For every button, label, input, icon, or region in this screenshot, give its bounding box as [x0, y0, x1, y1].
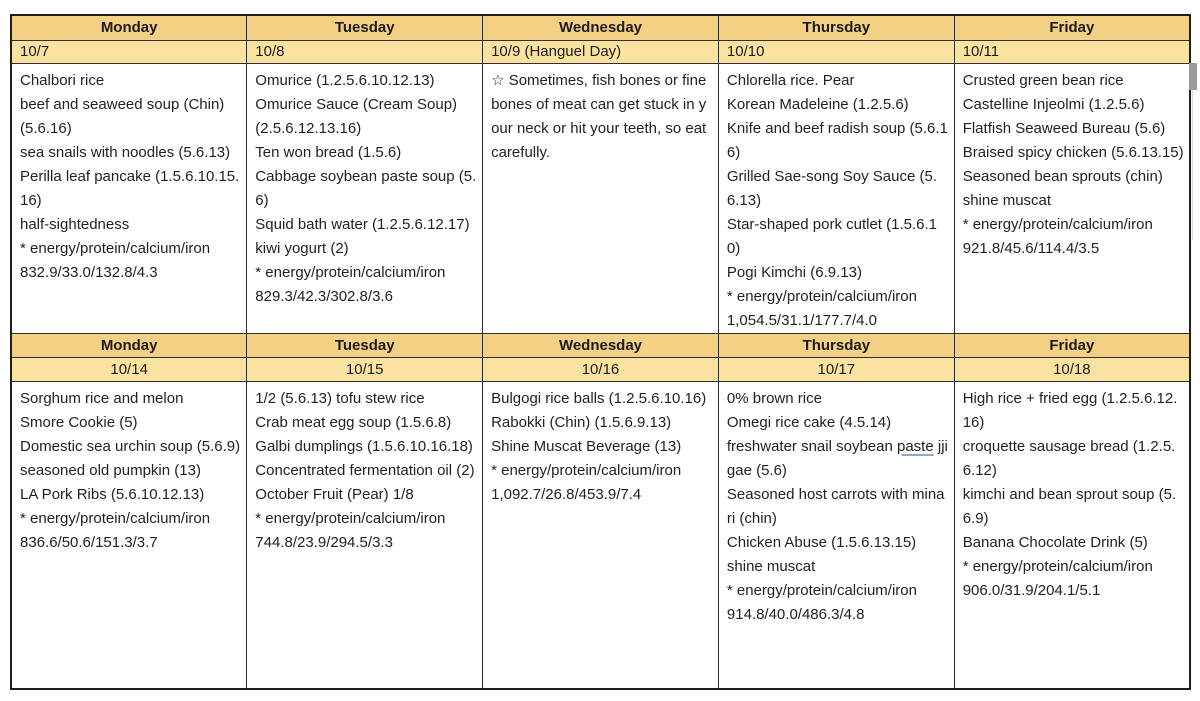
menu-item: Grilled Sae-song Soy Sauce (5.6.13): [726, 167, 938, 209]
menu-item: Perilla leaf pancake (1.5.6.10.15.16): [20, 167, 240, 209]
menu-item: High rice + fried egg (1.2.5.6.12.16): [962, 389, 1178, 431]
menu-item: Ten won bread (1.5.6): [255, 143, 402, 161]
menu-cell-10-15: [247, 381, 483, 689]
menu-cell-10-9: [483, 63, 719, 333]
day-header-w1-friday: Friday: [954, 15, 1190, 40]
underlined-word: paste: [896, 437, 934, 455]
menu-item: seasoned old pumpkin (13): [20, 461, 201, 479]
menu-cell-10-7: [11, 63, 247, 333]
day-header-w2-tuesday: Tuesday: [247, 333, 483, 357]
menu-item: Knife and beef radish soup (5.6.16): [726, 119, 948, 161]
date-cell-10-7: 10/7: [11, 40, 247, 63]
menu-item: * energy/protein/calcium/iron: [962, 215, 1153, 233]
menu-item: 832.9/33.0/132.8/4.3: [20, 263, 158, 281]
menu-item: 1,092.7/26.8/453.9/7.4: [491, 485, 642, 503]
menu-item: Smore Cookie (5): [20, 413, 138, 431]
menu-item: Squid bath water (1.2.5.6.12.17): [255, 215, 470, 233]
menu-item: Sorghum rice and melon: [20, 389, 184, 407]
menu-item: Domestic sea urchin soup (5.6.9): [20, 437, 241, 455]
menu-item: Pogi Kimchi (6.9.13): [726, 263, 862, 281]
vertical-scrollbar-thumb[interactable]: [1189, 63, 1197, 90]
date-cell-10-11: 10/11: [954, 40, 1190, 63]
menu-cell-10-18: [954, 381, 1190, 689]
menu-item: Chlorella rice. Pear: [726, 71, 855, 89]
menu-item: * energy/protein/calcium/iron: [962, 557, 1153, 575]
menu-item: Braised spicy chicken (5.6.13.15): [962, 143, 1184, 161]
menu-item: Omegi rice cake (4.5.14): [726, 413, 892, 431]
menu-item: LA Pork Ribs (5.6.10.12.13): [20, 485, 205, 503]
menu-item: Omurice (1.2.5.6.10.12.13): [255, 71, 435, 89]
day-header-w2-monday: Monday: [11, 333, 247, 357]
menu-item: * energy/protein/calcium/iron: [255, 509, 446, 527]
menu-cell-10-8: [247, 63, 483, 333]
date-cell-10-10: 10/10: [718, 40, 954, 63]
day-header-w1-tuesday: Tuesday: [247, 15, 483, 40]
menu-item: Shine Muscat Beverage (13): [491, 437, 682, 455]
menu-item: Rabokki (Chin) (1.5.6.9.13): [491, 413, 672, 431]
menu-item: kimchi and bean sprout soup (5.6.9): [962, 485, 1177, 527]
menu-item: 921.8/45.6/114.4/3.5: [962, 239, 1100, 257]
menu-item: 914.8/40.0/486.3/4.8: [726, 605, 865, 623]
menu-item: Galbi dumplings (1.5.6.10.16.18): [255, 437, 473, 455]
menu-item: ☆ Sometimes, fish bones or fine bones of meat can get stuck in your neck or hit your teeth, so eat carefully.: [491, 71, 707, 161]
menu-item: Crusted green bean rice: [962, 71, 1124, 89]
date-cell-10-18: 10/18: [954, 357, 1190, 381]
menu-item: * energy/protein/calcium/iron: [491, 461, 682, 479]
day-header-w1-monday: Monday: [11, 15, 247, 40]
menu-item: half-sightedness: [20, 215, 130, 233]
menu-item: Flatfish Seaweed Bureau (5.6): [962, 119, 1166, 137]
menu-item: kiwi yogurt (2): [255, 239, 349, 257]
menu-item: 744.8/23.9/294.5/3.3: [255, 533, 393, 551]
menu-item: 829.3/42.3/302.8/3.6: [255, 287, 393, 305]
menu-item: * energy/protein/calcium/iron: [726, 287, 917, 305]
menu-item: Seasoned host carrots with minari (chin): [726, 485, 945, 527]
menu-item: Chicken Abuse (1.5.6.13.15): [726, 533, 917, 551]
date-cell-10-16: 10/16: [483, 357, 719, 381]
menu-item: Seasoned bean sprouts (chin): [962, 167, 1163, 185]
menu-cell-10-14: [11, 381, 247, 689]
menu-cell-10-10: [718, 63, 954, 333]
menu-item: Omurice Sauce (Cream Soup) (2.5.6.12.13.16): [255, 95, 458, 137]
menu-item: * energy/protein/calcium/iron: [20, 509, 211, 527]
menu-cell-10-16: [483, 381, 719, 689]
menu-item: Chalbori rice: [20, 71, 105, 89]
menu-item: 1,054.5/31.1/177.7/4.0: [726, 311, 878, 329]
menu-item: shine muscat: [962, 191, 1052, 209]
menu-item: 906.0/31.9/204.1/5.1: [962, 581, 1101, 599]
menu-cell-10-11: [954, 63, 1190, 333]
day-header-w2-wednesday: Wednesday: [483, 333, 719, 357]
date-cell-10-14: 10/14: [11, 357, 247, 381]
menu-item: Crab meat egg soup (1.5.6.8): [255, 413, 452, 431]
menu-item: beef and seaweed soup (Chin) (5.6.16): [20, 95, 225, 137]
menu-item: Korean Madeleine (1.2.5.6): [726, 95, 909, 113]
menu-item: 836.6/50.6/151.3/3.7: [20, 533, 158, 551]
lunch-menu-sheet: [10, 14, 1191, 690]
menu-item: Concentrated fermentation oil (2): [255, 461, 475, 479]
menu-item: 1/2 (5.6.13) tofu stew rice: [255, 389, 425, 407]
day-header-w2-friday: Friday: [954, 333, 1190, 357]
date-cell-10-9: 10/9 (Hanguel Day): [483, 40, 719, 63]
menu-item: Castelline Injeolmi (1.2.5.6): [962, 95, 1145, 113]
menu-item: * energy/protein/calcium/iron: [726, 581, 917, 599]
date-cell-10-8: 10/8: [247, 40, 483, 63]
menu-item: 0% brown rice: [726, 389, 822, 407]
menu-item: October Fruit (Pear) 1/8: [255, 485, 414, 503]
menu-item: Star-shaped pork cutlet (1.5.6.10): [726, 215, 938, 257]
menu-item: Bulgogi rice balls (1.2.5.6.10.16): [491, 389, 707, 407]
day-header-w2-thursday: Thursday: [718, 333, 954, 357]
menu-item: sea snails with noodles (5.6.13): [20, 143, 231, 161]
menu-item: * energy/protein/calcium/iron: [255, 263, 446, 281]
day-header-w1-wednesday: Wednesday: [483, 15, 719, 40]
menu-item: Cabbage soybean paste soup (5.6): [255, 167, 477, 209]
menu-item: Banana Chocolate Drink (5): [962, 533, 1148, 551]
menu-table: [10, 14, 1191, 690]
day-header-w1-thursday: Thursday: [718, 15, 954, 40]
date-cell-10-17: 10/17: [718, 357, 954, 381]
vertical-scrollbar-track[interactable]: [1192, 90, 1193, 240]
menu-item: freshwater snail soybean paste jjigae (5.6): [726, 437, 948, 479]
menu-item: croquette sausage bread (1.2.5.6.12): [962, 437, 1176, 479]
menu-cell-10-17: [718, 381, 954, 689]
menu-item: * energy/protein/calcium/iron: [20, 239, 211, 257]
date-cell-10-15: 10/15: [247, 357, 483, 381]
menu-item: shine muscat: [726, 557, 816, 575]
